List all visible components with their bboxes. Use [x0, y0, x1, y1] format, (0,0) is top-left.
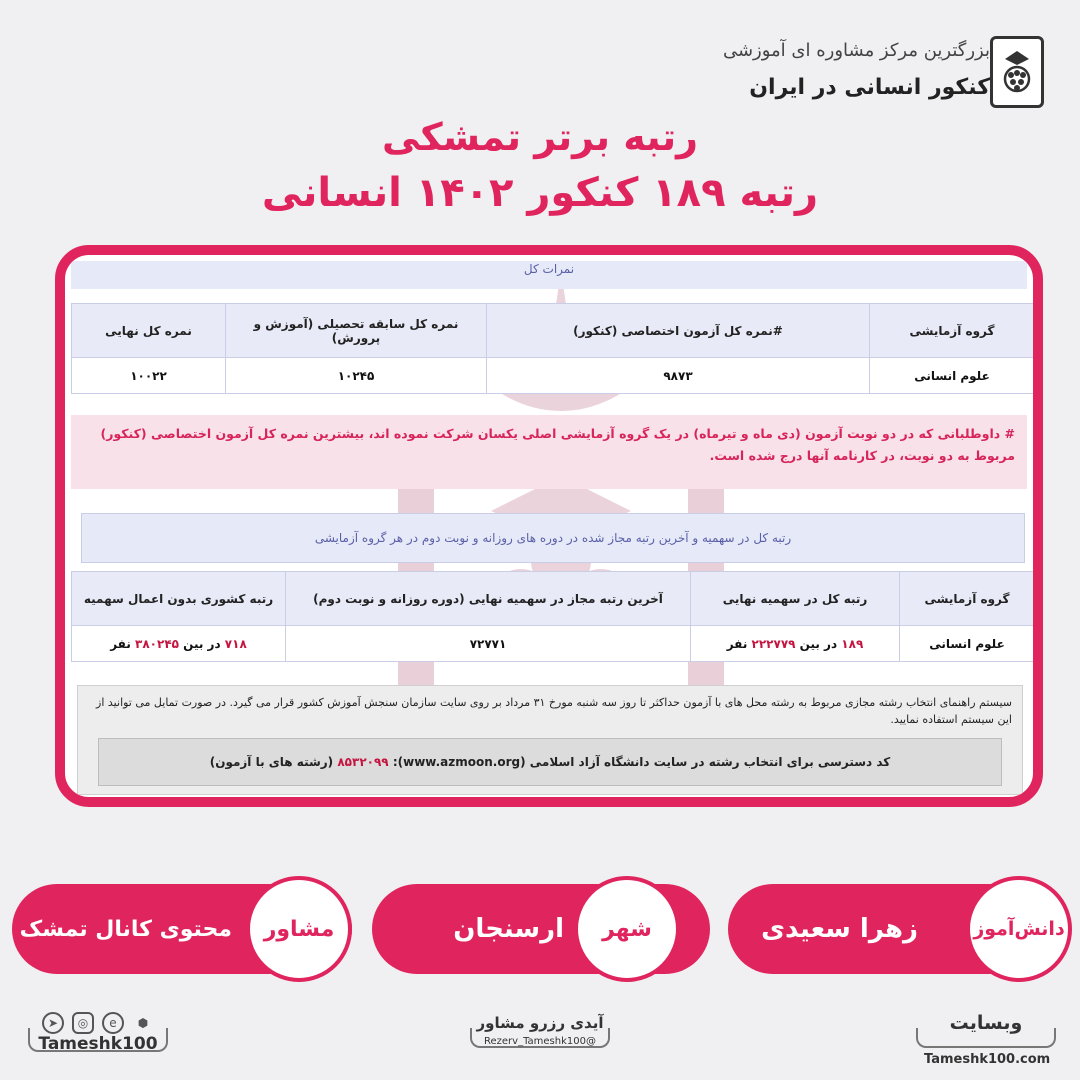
ranks-cell-group: علوم انسانی [900, 626, 1035, 662]
scores-cell-education: ۱۰۲۴۵ [226, 358, 487, 394]
people-word: نفر [726, 636, 748, 651]
ranks-header-last-allowed: آخرین رتبه مجاز در سهمیه نهایی (دوره روزانه و نوبت دوم) [286, 572, 691, 626]
advisor-name: محتوی کانال تمشک [19, 916, 232, 942]
report-card [55, 245, 1043, 807]
quota-total: ۲۲۲۷۷۹ [751, 636, 796, 651]
scores-cell-final: ۱۰۰۲۲ [72, 358, 226, 394]
advisor-label: مشاور [246, 876, 352, 982]
scores-header-final: نمره کل نهایی [72, 304, 226, 358]
ranks-cell-last-allowed: ۷۲۷۷۱ [286, 626, 691, 662]
scores-table [71, 303, 1035, 394]
brand-text [723, 40, 990, 100]
city-pill [372, 884, 710, 974]
cube-icon[interactable]: ⬢ [137, 1016, 149, 1030]
people-word: نفر [110, 636, 131, 651]
student-pill [728, 884, 1068, 974]
scores-cell-group: علوم انسانی [870, 358, 1035, 394]
access-code-label: کد دسترسی برای انتخاب رشته در سایت دانشگاه آزاد اسلامی (www.azmoon.org): [392, 755, 891, 769]
scores-section-title: نمرات کل [71, 261, 1027, 289]
system-info-box [77, 685, 1023, 795]
exam-note: # داوطلبانی که در دو نوبت آزمون (دی ماه و تیرماه) در یک گروه آزمایشی اصلی یکسان شرکت نموده اند، بیشترین نمره کل آزمون اختصاصی (کنکور) مربوط به دو نوبت، در کارنامه آنها درج شده است. [71, 415, 1027, 489]
city-label: شهر [574, 876, 680, 982]
ranks-section-title: رتبه کل در سهمیه و آخرین رتبه مجاز شده در دوره های روزانه و نوبت دوم در هر گروه آزمایشی [81, 513, 1025, 563]
scores-header-group: گروه آزمایشی [870, 304, 1035, 358]
headline-rank: رتبه ۱۸۹ کنکور ۱۴۰۲ انسانی [261, 170, 819, 216]
city-name: ارسنجان [453, 914, 564, 944]
student-name: زهرا سعیدی [761, 914, 918, 944]
table-row [72, 626, 1035, 662]
footer-website [916, 1012, 1056, 1067]
instagram-icon[interactable]: ◎ [72, 1012, 94, 1034]
national-rank: ۷۱۸ [224, 636, 247, 651]
ranks-table [71, 571, 1035, 662]
ranks-header-group: گروه آزمایشی [900, 572, 1035, 626]
student-label: دانش‌آموز [966, 876, 1072, 982]
website-label: وبسایت [949, 1012, 1023, 1034]
telegram-icon[interactable]: ➤ [42, 1012, 64, 1034]
between-word: در بین [183, 636, 221, 651]
social-handle[interactable]: Tameshk100 [38, 1034, 158, 1054]
reserve-id[interactable]: @Rezerv_Tameshk100 [484, 1036, 596, 1047]
brand-name: کنکور انسانی در ایران [749, 75, 990, 100]
headline-title: رتبه برتر تمشکی [382, 115, 698, 159]
brand-tagline: بزرگترین مرکز مشاوره ای آموزشی [722, 40, 990, 61]
reserve-label: آیدی رزرو مشاور [476, 1014, 604, 1032]
ranks-cell-quota [691, 626, 900, 662]
brand-logo [990, 36, 1044, 108]
footer-reserve [470, 1014, 610, 1047]
website-url[interactable]: Tameshk100.com [920, 1052, 1054, 1067]
eitaa-icon[interactable]: e [102, 1012, 124, 1034]
system-info-text: سیستم راهنمای انتخاب رشته مجازی مربوط به رشته محل های با آزمون حداکثر تا روز سه شنبه مورخ ۳۱ مرداد بر روی سایت سازمان سنجش آموزش کشور قرار می گیرد. در صورت تمایل می توانید از این سیستم استفاده نمایید. [96, 696, 1012, 726]
advisor-pill [12, 884, 352, 974]
footer-social [28, 1012, 168, 1054]
quota-rank: ۱۸۹ [841, 636, 864, 651]
access-code-box [98, 738, 1002, 786]
table-row [72, 358, 1035, 394]
scores-cell-exam: ۹۸۷۳ [487, 358, 870, 394]
national-total: ۳۸۰۲۴۵ [135, 636, 179, 651]
access-code-value: ۸۵۳۲۰۹۹ [337, 755, 389, 769]
scores-header-education: نمره کل سابقه تحصیلی (آموزش و پرورش) [226, 304, 487, 358]
scores-header-exam: #نمره کل آزمون اختصاصی (کنکور) [487, 304, 870, 358]
ranks-cell-national [72, 626, 286, 662]
between-word: در بین [799, 636, 838, 651]
raspberry-icon [993, 39, 1041, 105]
ranks-header-national: رتبه کشوری بدون اعمال سهمیه [72, 572, 286, 626]
ranks-header-quota: رتبه کل در سهمیه نهایی [691, 572, 900, 626]
access-code-suffix: (رشته های با آزمون) [209, 755, 334, 769]
